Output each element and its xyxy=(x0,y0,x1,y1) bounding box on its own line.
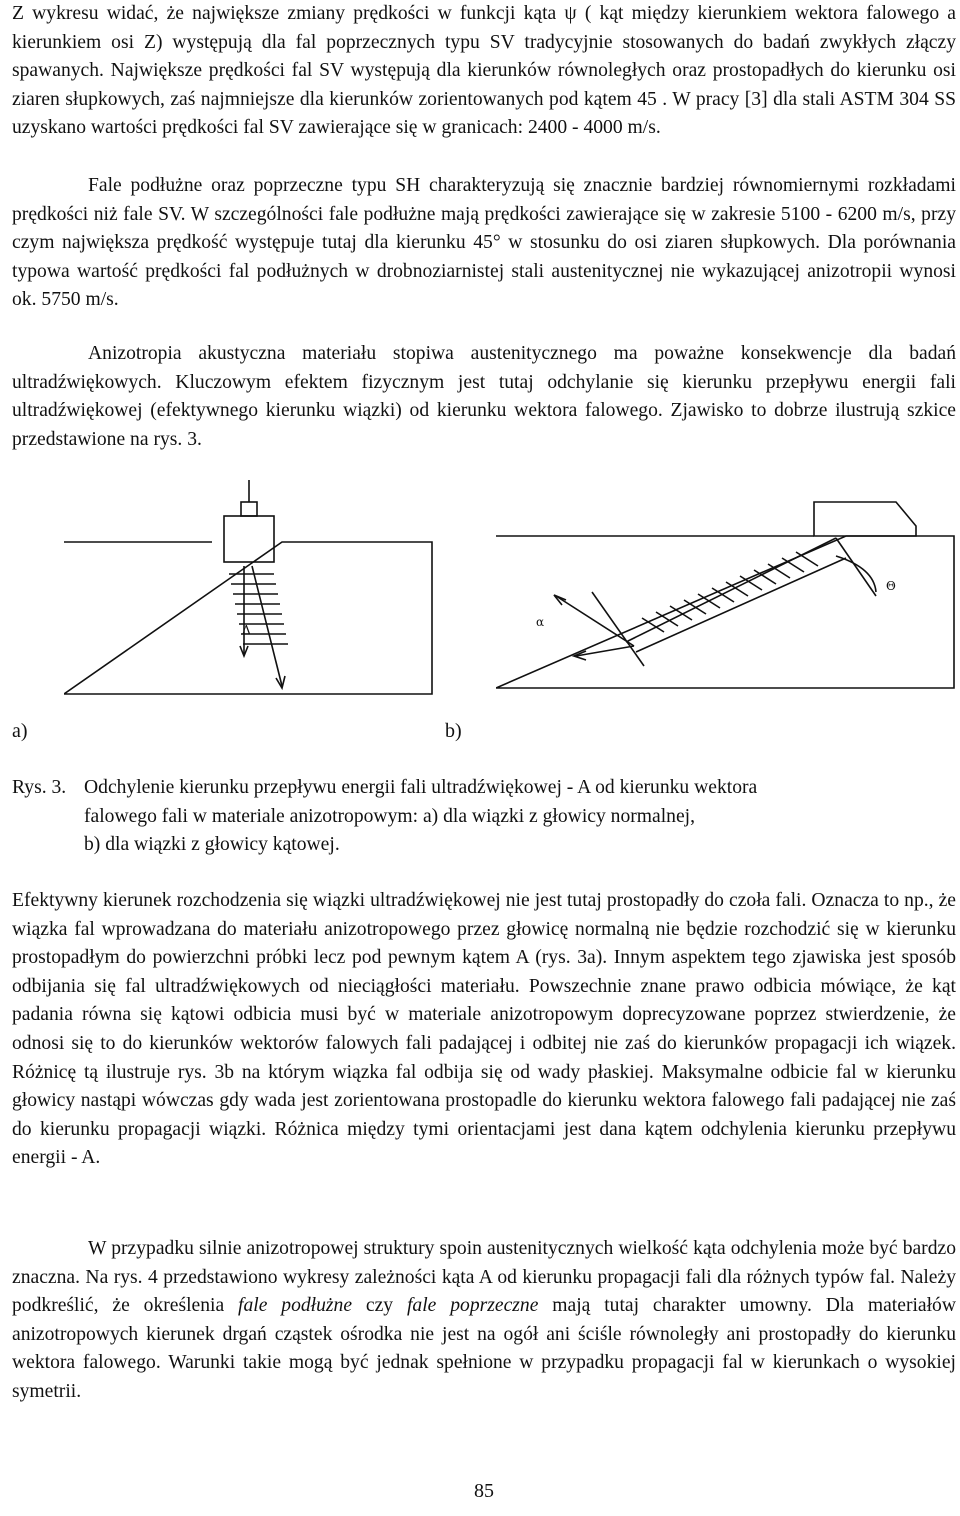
paragraph-2: Fale podłużne oraz poprzeczne typu SH charakteryzują się znacznie bardziej równomiernymi rozkładami prędkości niż fale SV. W szczególności fale podłużne mają prędkości zawierające się w zakresie 5100 - 6200 m/s, przy czym największa prędkość występuje tutaj dla kierunku 45° w stosunku do osi ziaren słupkowych. Dla porównania typowa wartość prędkości fal podłużnych w drobnoziarnistej stali austenitycznej nie wykazującej anizotropii wynosi ok. 5750 m/s. xyxy=(12,175,956,311)
figure-3b-sketch xyxy=(496,496,958,692)
figure-label-a: a) xyxy=(12,720,28,742)
term-fale-podluzne: fale podłużne xyxy=(238,1295,353,1317)
caption-line-2: falowego fali w materiale anizotropowym: a) dla wiązki z głowicy normalnej, xyxy=(84,805,695,827)
paragraph-5-part-c: mają tutaj charakter umowny. Dla materiałów anizotropowych kierunek drgań cząstek ośrodka nie jest na ogół ani ściśle równoległy ani prostopadły do kierunku wektora falowego. Warunki takie mogą być jednak spełnione w przypadku propagacji fal w kierunkach o wysokiej symetrii. xyxy=(12,1295,957,1402)
angle-probe xyxy=(814,502,916,536)
specimen-block-a xyxy=(64,542,432,694)
figure-3a-sketch xyxy=(64,476,434,696)
paragraph-1: Z wykresu widać, że największe zmiany prędkości w funkcji kąta ψ ( kąt między kierunkiem wektora falowego a kierunkiem osi Z) występują dla fal poprzecznych typu SV tradycyjnie stosowanych do badań zwykłych złączy spawanych. Największe prędkości fal SV występują dla kierunków równoległych oraz prostopadłych do kierunku osi ziaren słupkowych, zaś najmniejsze dla kierunków zorientowanych pod kątem 45 . W pracy [3] dla stali ASTM 304 SS uzyskano wartości prędkości fal SV zawierające się w granicach: 2400 - 4000 m/s. xyxy=(12,3,956,139)
normal-probe xyxy=(224,516,274,562)
beam-axis-lower xyxy=(636,558,846,652)
wavefront-hatching xyxy=(229,574,288,644)
incident-ray xyxy=(556,596,634,646)
beam-axis-upper xyxy=(626,538,836,642)
caption-number: Rys. 3. xyxy=(12,777,67,798)
figure-caption xyxy=(12,774,956,860)
theta-symbol: Θ xyxy=(886,579,896,593)
paragraph-5 xyxy=(12,1235,956,1407)
figure-label-b: b) xyxy=(445,720,462,742)
paragraph-3: Anizotropia akustyczna materiału stopiwa austenitycznego ma poważne konsekwencje dla badań ultradźwiękowych. Kluczowym efektem fizycznym jest tutaj odchylanie się kierunku przepływu energii fali ultradźwiękowej (efektywnego kierunku wiązki) od kierunku wektora falowego. Zjawisko to dobrze ilustrują szkice przedstawione na rys. 3. xyxy=(12,343,956,450)
probe-cable-connector xyxy=(241,502,257,516)
caption-line-3: b) dla wiązki z głowicy kątowej. xyxy=(84,834,340,856)
paragraph-5-part-a: W przypadku silnie anizotropowej struktury spoin austenitycznych wielkość kąta odchylenia może być bardzo znaczna. Na rys. 4 przedstawiono wykresy zależności kąta A od kierunku propagacji fali dla różnych typów fal. Należy podkreślić, że określenia xyxy=(12,1238,956,1317)
page-number: 85 xyxy=(474,1480,494,1502)
alpha-symbol: α xyxy=(536,615,545,629)
delta-angle-symbol: Δ xyxy=(242,623,251,637)
angled-beam-hatching xyxy=(642,552,818,632)
paragraph-5-part-b: czy xyxy=(352,1295,407,1317)
term-fale-poprzeczne: fale poprzeczne xyxy=(406,1295,539,1317)
caption-line-1: Odchylenie kierunku przepływu energii fali ultradźwiękowej - A od kierunku wektora xyxy=(84,777,758,798)
planar-defect xyxy=(592,592,644,666)
paragraph-4: Efektywny kierunek rozchodzenia się wiązki ultradźwiękowej nie jest tutaj prostopadły do czoła fali. Oznacza to np., że wiązka fal wprowadzana do materiału anizotropowego przez głowicę normalną nie będzie rozchodzić się w kierunku prostopadłym do powierzchni próbki lecz pod pewnym kątem A (rys. 3a). Innym aspektem tego zjawiska jest sposób odbijania się fal ultradźwiękowych od nieciągłości materiału. Powszechnie znane prawo odbicia mówiące, że kąt padania równa się kątowi odbicia musi być w materiale anizotropowym doprecyzowane poprzez stwierdzenie, że odnosi się to do kierunków wektorów falowych fali padającej i odbitej nie zaś do kierunków propagacji ich wiązek. Różnicę tą ilustruje rys. 3b na którym wiązka fal odbija się od wady płaskiej. Maksymalne odbicie fal w kierunku głowicy nastąpi wówczas gdy wada jest zorientowana prostopadle do kierunku wektora falowego fali padającej nie zaś do kierunku propagacji wiązki. Różnica między tymi orientacjami jest dana kątem odchylenia kierunku przepływu energii - A. xyxy=(12,890,956,1169)
